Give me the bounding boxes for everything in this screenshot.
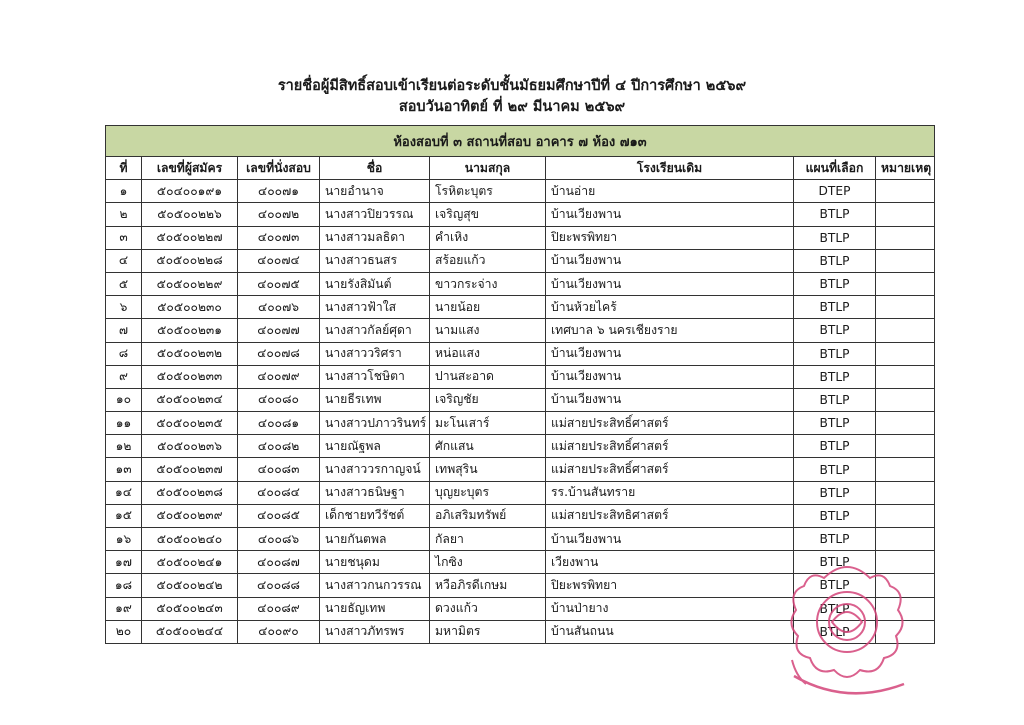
previous-school-cell: แม่สายประสิทธิ์ศาสตร์ bbox=[546, 412, 794, 435]
previous-school-cell: บ้านอ่าย bbox=[546, 180, 794, 203]
note-cell bbox=[876, 319, 935, 342]
previous-school-cell: แม่สายประสิทธิ์ศาสตร์ bbox=[546, 458, 794, 481]
note-cell bbox=[876, 458, 935, 481]
study-plan-cell: BTLP bbox=[794, 388, 876, 411]
seat-number-cell: ๔๐๐๙๐ bbox=[238, 620, 320, 643]
col-header-school: โรงเรียนเดิม bbox=[546, 157, 794, 180]
first-name-cell: นายกันตพล bbox=[320, 528, 430, 551]
seat-number-cell: ๔๐๐๗๑ bbox=[238, 180, 320, 203]
study-plan-cell: BTLP bbox=[794, 620, 876, 643]
previous-school-cell: ปิยะพรพิทยา bbox=[546, 574, 794, 597]
previous-school-cell: แม่สายประสิทธิ์ศาสตร์ bbox=[546, 435, 794, 458]
table-row bbox=[106, 272, 935, 295]
row-number-cell: ๑๕ bbox=[106, 504, 142, 527]
study-plan-cell: BTLP bbox=[794, 272, 876, 295]
first-name-cell: นางสาวกนกวรรณ bbox=[320, 574, 430, 597]
row-number-cell: ๒๐ bbox=[106, 620, 142, 643]
seat-number-cell: ๔๐๐๘๑ bbox=[238, 412, 320, 435]
first-name-cell: นางสาวฟ้าใส bbox=[320, 296, 430, 319]
first-name-cell: นางสาวธนิษฐา bbox=[320, 481, 430, 504]
note-cell bbox=[876, 365, 935, 388]
row-number-cell: ๑๗ bbox=[106, 551, 142, 574]
surname-cell: คำเหิง bbox=[430, 226, 546, 249]
previous-school-cell: บ้านห้วยไคร้ bbox=[546, 296, 794, 319]
applicant-number-cell: ๕๐๕๐๐๒๔๑ bbox=[142, 551, 238, 574]
row-number-cell: ๙ bbox=[106, 365, 142, 388]
applicant-number-cell: ๕๐๕๐๐๒๔๐ bbox=[142, 528, 238, 551]
note-cell bbox=[876, 180, 935, 203]
surname-cell: โรหิตะบุตร bbox=[430, 180, 546, 203]
first-name-cell: เด็กชายทวีรัชต์ bbox=[320, 504, 430, 527]
note-cell bbox=[876, 272, 935, 295]
previous-school-cell: บ้านเวียงพาน bbox=[546, 528, 794, 551]
applicant-number-cell: ๕๐๕๐๐๒๓๓ bbox=[142, 365, 238, 388]
seat-number-cell: ๔๐๐๘๖ bbox=[238, 528, 320, 551]
row-number-cell: ๒ bbox=[106, 203, 142, 226]
seat-number-cell: ๔๐๐๘๙ bbox=[238, 597, 320, 620]
first-name-cell: นายอำนาจ bbox=[320, 180, 430, 203]
row-number-cell: ๑๒ bbox=[106, 435, 142, 458]
study-plan-cell: DTEP bbox=[794, 180, 876, 203]
note-cell bbox=[876, 528, 935, 551]
column-header-row bbox=[106, 157, 935, 180]
seat-number-cell: ๔๐๐๗๕ bbox=[238, 272, 320, 295]
row-number-cell: ๑๐ bbox=[106, 388, 142, 411]
applicant-number-cell: ๕๐๕๐๐๒๒๙ bbox=[142, 272, 238, 295]
previous-school-cell: บ้านเวียงพาน bbox=[546, 272, 794, 295]
applicant-number-cell: ๕๐๕๐๐๒๓๕ bbox=[142, 412, 238, 435]
first-name-cell: นางสาววรกาญจน์ bbox=[320, 458, 430, 481]
previous-school-cell: เวียงพาน bbox=[546, 551, 794, 574]
applicant-number-cell: ๕๐๕๐๐๒๓๗ bbox=[142, 458, 238, 481]
first-name-cell: นางสาวธนสร bbox=[320, 249, 430, 272]
seat-number-cell: ๔๐๐๘๘ bbox=[238, 574, 320, 597]
previous-school-cell: รร.บ้านสันทราย bbox=[546, 481, 794, 504]
row-number-cell: ๑ bbox=[106, 180, 142, 203]
table-row bbox=[106, 388, 935, 411]
row-number-cell: ๗ bbox=[106, 319, 142, 342]
surname-cell: ไกซิง bbox=[430, 551, 546, 574]
first-name-cell: นางสาวปภาวรินทร์ bbox=[320, 412, 430, 435]
applicant-number-cell: ๕๐๕๐๐๒๔๒ bbox=[142, 574, 238, 597]
seat-number-cell: ๔๐๐๘๓ bbox=[238, 458, 320, 481]
applicant-number-cell: ๕๐๕๐๐๒๔๓ bbox=[142, 597, 238, 620]
first-name-cell: นายชนุดม bbox=[320, 551, 430, 574]
row-number-cell: ๑๖ bbox=[106, 528, 142, 551]
surname-cell: นายน้อย bbox=[430, 296, 546, 319]
study-plan-cell: BTLP bbox=[794, 574, 876, 597]
seat-number-cell: ๔๐๐๗๗ bbox=[238, 319, 320, 342]
applicant-number-cell: ๕๐๕๐๐๒๒๖ bbox=[142, 203, 238, 226]
surname-cell: บุญยะบุตร bbox=[430, 481, 546, 504]
previous-school-cell: แม่สายประสิทธิศาสตร์ bbox=[546, 504, 794, 527]
study-plan-cell: BTLP bbox=[794, 458, 876, 481]
document-subtitle: สอบวันอาทิตย์ ที่ ๒๙ มีนาคม ๒๕๖๙ bbox=[398, 99, 626, 115]
note-cell bbox=[876, 226, 935, 249]
previous-school-cell: ปิยะพรพิทยา bbox=[546, 226, 794, 249]
row-number-cell: ๑๔ bbox=[106, 481, 142, 504]
seat-number-cell: ๔๐๐๗๔ bbox=[238, 249, 320, 272]
seat-number-cell: ๔๐๐๗๖ bbox=[238, 296, 320, 319]
surname-cell: สร้อยแก้ว bbox=[430, 249, 546, 272]
surname-cell: กัลยา bbox=[430, 528, 546, 551]
seat-number-cell: ๔๐๐๗๘ bbox=[238, 342, 320, 365]
applicant-number-cell: ๕๐๕๐๐๒๓๑ bbox=[142, 319, 238, 342]
study-plan-cell: BTLP bbox=[794, 551, 876, 574]
table-row bbox=[106, 226, 935, 249]
seat-number-cell: ๔๐๐๗๙ bbox=[238, 365, 320, 388]
surname-cell: ขาวกระจ่าง bbox=[430, 272, 546, 295]
applicant-number-cell: ๕๐๕๐๐๒๓๖ bbox=[142, 435, 238, 458]
table-row bbox=[106, 458, 935, 481]
applicant-number-cell: ๕๐๕๐๐๒๔๔ bbox=[142, 620, 238, 643]
seat-number-cell: ๔๐๐๘๐ bbox=[238, 388, 320, 411]
previous-school-cell: บ้านเวียงพาน bbox=[546, 203, 794, 226]
applicant-number-cell: ๕๐๔๐๐๑๙๑ bbox=[142, 180, 238, 203]
seat-number-cell: ๔๐๐๗๒ bbox=[238, 203, 320, 226]
table-row bbox=[106, 435, 935, 458]
row-number-cell: ๕ bbox=[106, 272, 142, 295]
study-plan-cell: BTLP bbox=[794, 226, 876, 249]
surname-cell: มหามิตร bbox=[430, 620, 546, 643]
note-cell bbox=[876, 203, 935, 226]
col-header-no: ที่ bbox=[106, 157, 142, 180]
seat-number-cell: ๔๐๐๘๔ bbox=[238, 481, 320, 504]
surname-cell: เจริญชัย bbox=[430, 388, 546, 411]
first-name-cell: นางสาวภัทรพร bbox=[320, 620, 430, 643]
col-header-note: หมายเหตุ bbox=[876, 157, 935, 180]
col-header-plan: แผนที่เลือก bbox=[794, 157, 876, 180]
school-seal-icon bbox=[786, 556, 908, 706]
surname-cell: ปานสะอาด bbox=[430, 365, 546, 388]
table-row bbox=[106, 481, 935, 504]
previous-school-cell: บ้านเวียงพาน bbox=[546, 365, 794, 388]
row-number-cell: ๑๓ bbox=[106, 458, 142, 481]
note-cell bbox=[876, 504, 935, 527]
table-row bbox=[106, 342, 935, 365]
surname-cell: เจริญสุข bbox=[430, 203, 546, 226]
table-row bbox=[106, 412, 935, 435]
surname-cell: หน่อแสง bbox=[430, 342, 546, 365]
room-header-row bbox=[106, 126, 935, 157]
study-plan-cell: BTLP bbox=[794, 504, 876, 527]
table-row bbox=[106, 319, 935, 342]
col-header-surname: นามสกุล bbox=[430, 157, 546, 180]
first-name-cell: นายธีรเทพ bbox=[320, 388, 430, 411]
first-name-cell: นางสาวโชษิตา bbox=[320, 365, 430, 388]
study-plan-cell: BTLP bbox=[794, 365, 876, 388]
row-number-cell: ๘ bbox=[106, 342, 142, 365]
applicant-number-cell: ๕๐๕๐๐๒๓๘ bbox=[142, 481, 238, 504]
seat-number-cell: ๔๐๐๘๕ bbox=[238, 504, 320, 527]
previous-school-cell: บ้านเวียงพาน bbox=[546, 342, 794, 365]
applicant-number-cell: ๕๐๕๐๐๒๓๒ bbox=[142, 342, 238, 365]
seat-number-cell: ๔๐๐๘๗ bbox=[238, 551, 320, 574]
table-row bbox=[106, 203, 935, 226]
study-plan-cell: BTLP bbox=[794, 435, 876, 458]
row-number-cell: ๔ bbox=[106, 249, 142, 272]
previous-school-cell: บ้านเวียงพาน bbox=[546, 388, 794, 411]
study-plan-cell: BTLP bbox=[794, 296, 876, 319]
row-number-cell: ๑๘ bbox=[106, 574, 142, 597]
previous-school-cell: บ้านป่ายาง bbox=[546, 597, 794, 620]
study-plan-cell: BTLP bbox=[794, 528, 876, 551]
row-number-cell: ๓ bbox=[106, 226, 142, 249]
applicant-number-cell: ๕๐๕๐๐๒๓๙ bbox=[142, 504, 238, 527]
table-row bbox=[106, 249, 935, 272]
study-plan-cell: BTLP bbox=[794, 597, 876, 620]
table-row bbox=[106, 528, 935, 551]
table-row bbox=[106, 180, 935, 203]
study-plan-cell: BTLP bbox=[794, 342, 876, 365]
note-cell bbox=[876, 388, 935, 411]
first-name-cell: นายรังสิมันต์ bbox=[320, 272, 430, 295]
previous-school-cell: บ้านเวียงพาน bbox=[546, 249, 794, 272]
note-cell bbox=[876, 342, 935, 365]
surname-cell: หวือภิรดีเกษม bbox=[430, 574, 546, 597]
previous-school-cell: บ้านสันถนน bbox=[546, 620, 794, 643]
surname-cell: มะโนเสาร์ bbox=[430, 412, 546, 435]
seat-number-cell: ๔๐๐๗๓ bbox=[238, 226, 320, 249]
room-heading: ห้องสอบที่ ๓ สถานที่สอบ อาคาร ๗ ห้อง ๗๑๓ bbox=[106, 126, 935, 157]
surname-cell: นามแสง bbox=[430, 319, 546, 342]
applicant-number-cell: ๕๐๕๐๐๒๒๗ bbox=[142, 226, 238, 249]
surname-cell: อภิเสริมทรัพย์ bbox=[430, 504, 546, 527]
applicant-number-cell: ๕๐๕๐๐๒๒๘ bbox=[142, 249, 238, 272]
surname-cell: เทพสุริน bbox=[430, 458, 546, 481]
note-cell bbox=[876, 435, 935, 458]
col-header-seat-no: เลขที่นั่งสอบ bbox=[238, 157, 320, 180]
first-name-cell: นางสาวปิยวรรณ bbox=[320, 203, 430, 226]
first-name-cell: นางสาวกัลย์ศุดา bbox=[320, 319, 430, 342]
table-row bbox=[106, 296, 935, 319]
study-plan-cell: BTLP bbox=[794, 249, 876, 272]
study-plan-cell: BTLP bbox=[794, 412, 876, 435]
study-plan-cell: BTLP bbox=[794, 203, 876, 226]
row-number-cell: ๑๑ bbox=[106, 412, 142, 435]
row-number-cell: ๑๙ bbox=[106, 597, 142, 620]
seat-number-cell: ๔๐๐๘๒ bbox=[238, 435, 320, 458]
table-row bbox=[106, 504, 935, 527]
previous-school-cell: เทศบาล ๖ นครเชียงราย bbox=[546, 319, 794, 342]
col-header-name: ชื่อ bbox=[320, 157, 430, 180]
study-plan-cell: BTLP bbox=[794, 319, 876, 342]
first-name-cell: นายณัฐพล bbox=[320, 435, 430, 458]
first-name-cell: นายธัญเทพ bbox=[320, 597, 430, 620]
applicant-number-cell: ๕๐๕๐๐๒๓๐ bbox=[142, 296, 238, 319]
note-cell bbox=[876, 481, 935, 504]
surname-cell: ดวงแก้ว bbox=[430, 597, 546, 620]
study-plan-cell: BTLP bbox=[794, 481, 876, 504]
document-title: รายชื่อผู้มีสิทธิ์สอบเข้าเรียนต่อระดับชั้นมัธยมศึกษาปีที่ ๔ ปีการศึกษา ๒๕๖๙ bbox=[277, 78, 747, 94]
note-cell bbox=[876, 249, 935, 272]
first-name-cell: นางสาวมลธิดา bbox=[320, 226, 430, 249]
first-name-cell: นางสาววริศรา bbox=[320, 342, 430, 365]
table-row bbox=[106, 365, 935, 388]
col-header-applicant-no: เลขที่ผู้สมัคร bbox=[142, 157, 238, 180]
applicant-number-cell: ๕๐๕๐๐๒๓๔ bbox=[142, 388, 238, 411]
title-block bbox=[0, 76, 1024, 118]
note-cell bbox=[876, 412, 935, 435]
row-number-cell: ๖ bbox=[106, 296, 142, 319]
surname-cell: ศักแสน bbox=[430, 435, 546, 458]
note-cell bbox=[876, 296, 935, 319]
